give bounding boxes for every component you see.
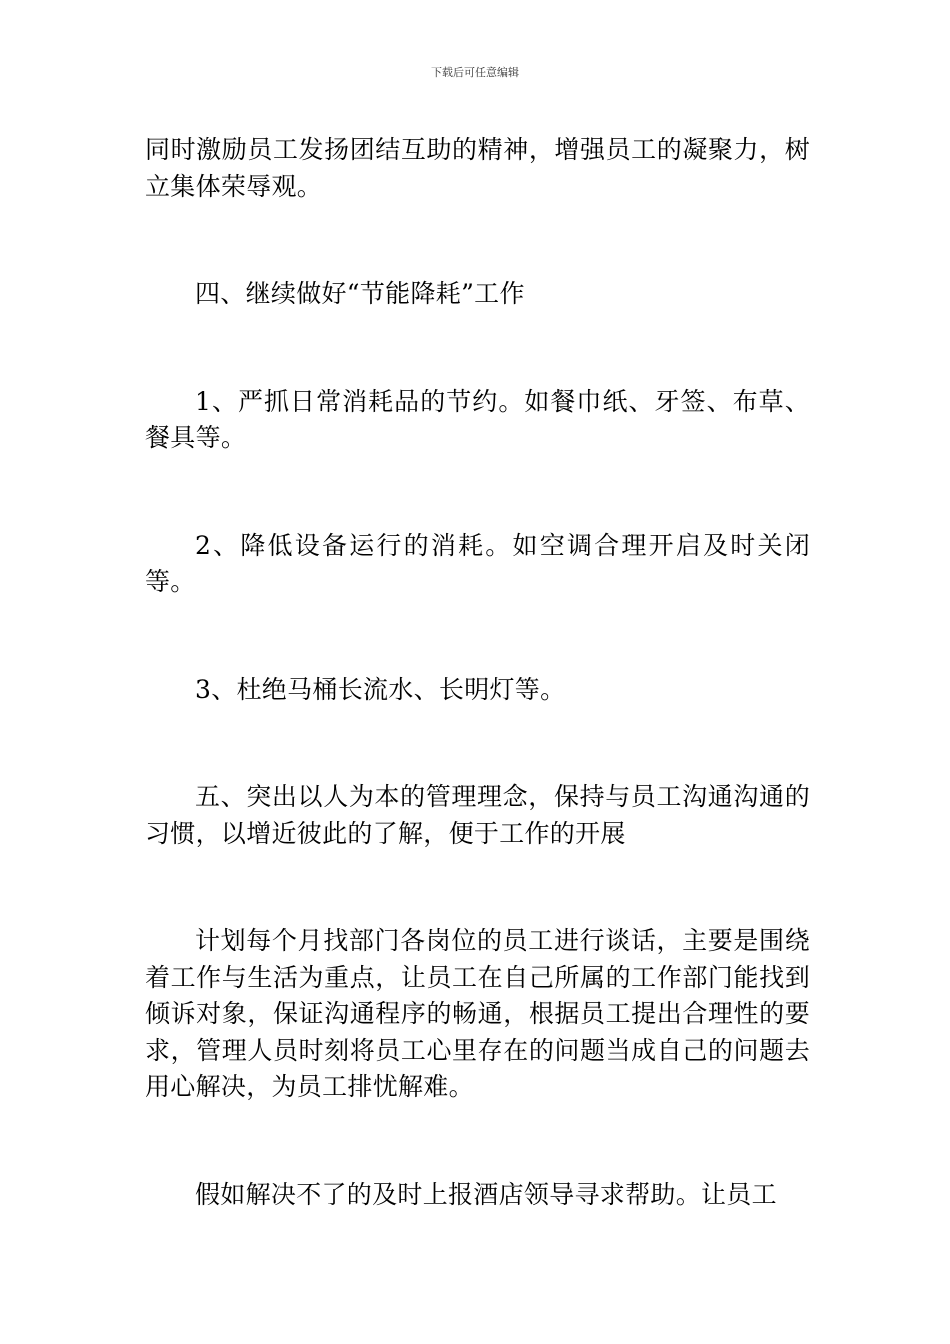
section-5-heading: 五、突出以人为本的管理理念，保持与员工沟通沟通的习惯，以增近彼此的了解，便于工作的开展: [145, 782, 810, 848]
document-body: [145, 132, 810, 1213]
list-item-1: 1、严抓日常消耗品的节约。如餐巾纸、牙签、布草、餐具等。: [145, 386, 810, 452]
list-item-3: 3、杜绝马桶长流水、长明灯等。: [195, 674, 566, 704]
paragraph-escalation: 假如解决不了的及时上报酒店领导寻求帮助。让员工: [195, 1179, 777, 1209]
list-item-2: 2、降低设备运行的消耗。如空调合理开启及时关闭等。: [145, 530, 810, 596]
paragraph-continuation: 同时激励员工发扬团结互助的精神，增强员工的凝聚力，树立集体荣辱观。: [145, 135, 810, 201]
paragraph-plan: 计划每个月找部门各岗位的员工进行谈话，主要是围绕着工作与生活为重点，让员工在自己所属的工作部门能找到倾诉对象，保证沟通程序的畅通，根据员工提出合理性的要求，管理人员时刻将员工心里存在的问题当成自己的问题去用心解决，为员工排忧解难。: [145, 926, 810, 1101]
section-4-heading: 四、继续做好“节能降耗”工作: [195, 279, 525, 308]
header-note: 下载后可任意编辑: [431, 66, 519, 79]
